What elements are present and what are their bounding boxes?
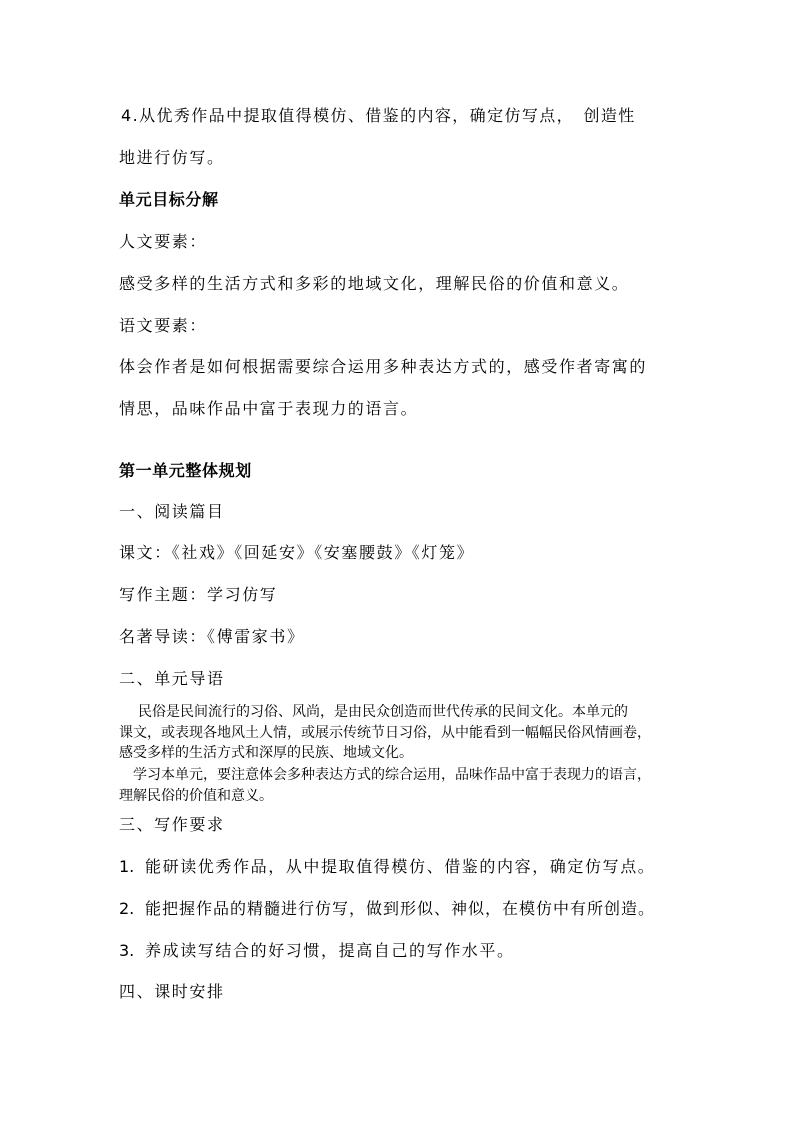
language-label: 语文要素： xyxy=(119,316,208,335)
humanities-label: 人文要素： xyxy=(119,232,208,251)
intro-paragraph-2-line-2: 理解民俗的价值和意义。 xyxy=(119,788,273,804)
intro-paragraph-1-line-1: 民俗是民间流行的习俗、风尚，是由民众创造而世代传承的民间文化。本单元的 xyxy=(138,704,628,720)
texts-list: 课文：《社戏》《回延安》《安塞腰鼓》《灯笼》 xyxy=(119,543,475,562)
intro-paragraph-2-line-1: 学习本单元，要注意体会多种表达方式的综合运用，品味作品中富于表现力的语言， xyxy=(133,767,651,783)
requirement-1-text: 能研读优秀作品，从中提取值得模仿、借鉴的内容，确定仿写点。 xyxy=(145,857,656,876)
requirement-2-text: 能把握作品的精髓进行仿写，做到形似、神似，在模仿中有所创造。 xyxy=(145,899,656,918)
part-2-title: 二、单元导语 xyxy=(119,669,225,688)
requirement-1-number: 1. xyxy=(119,857,135,876)
language-text-line-2: 情思，品味作品中富于表现力的语言。 xyxy=(119,399,419,418)
requirement-3-text: 养成读写结合的好习惯，提高自己的写作水平。 xyxy=(145,941,515,960)
intro-paragraph-1-line-2: 课文，或表现各地风土人情，或展示传统节日习俗，从中能看到一幅幅民俗风情画卷， xyxy=(119,725,651,741)
humanities-text: 感受多样的生活方式和多彩的地域文化，理解民俗的价值和意义。 xyxy=(119,274,630,293)
writing-theme: 写作主题：学习仿写 xyxy=(119,585,278,604)
part-4-title: 四、课时安排 xyxy=(119,982,225,1001)
intro-paragraph-1-line-3: 感受多样的生活方式和深厚的民族、地域文化。 xyxy=(119,745,413,761)
part-3-title: 三、写作要求 xyxy=(119,815,225,834)
goal-item-4-line-1: 4.从优秀作品中提取值得模仿、借鉴的内容，确定仿写点， 创造性 xyxy=(121,106,636,125)
goal-item-4-line-2: 地进行仿写。 xyxy=(119,148,225,167)
heading-unit-overall-plan: 第一单元整体规划 xyxy=(119,461,252,480)
requirement-2-number: 2. xyxy=(119,899,135,918)
heading-unit-goal-breakdown: 单元目标分解 xyxy=(119,190,219,209)
classic-reading: 名著导读：《傅雷家书》 xyxy=(119,627,305,646)
requirement-3-number: 3. xyxy=(119,941,135,960)
language-text-line-1: 体会作者是如何根据需要综合运用多种表达方式的，感受作者寄寓的 xyxy=(119,357,648,376)
part-1-title: 一、阅读篇目 xyxy=(119,502,225,521)
